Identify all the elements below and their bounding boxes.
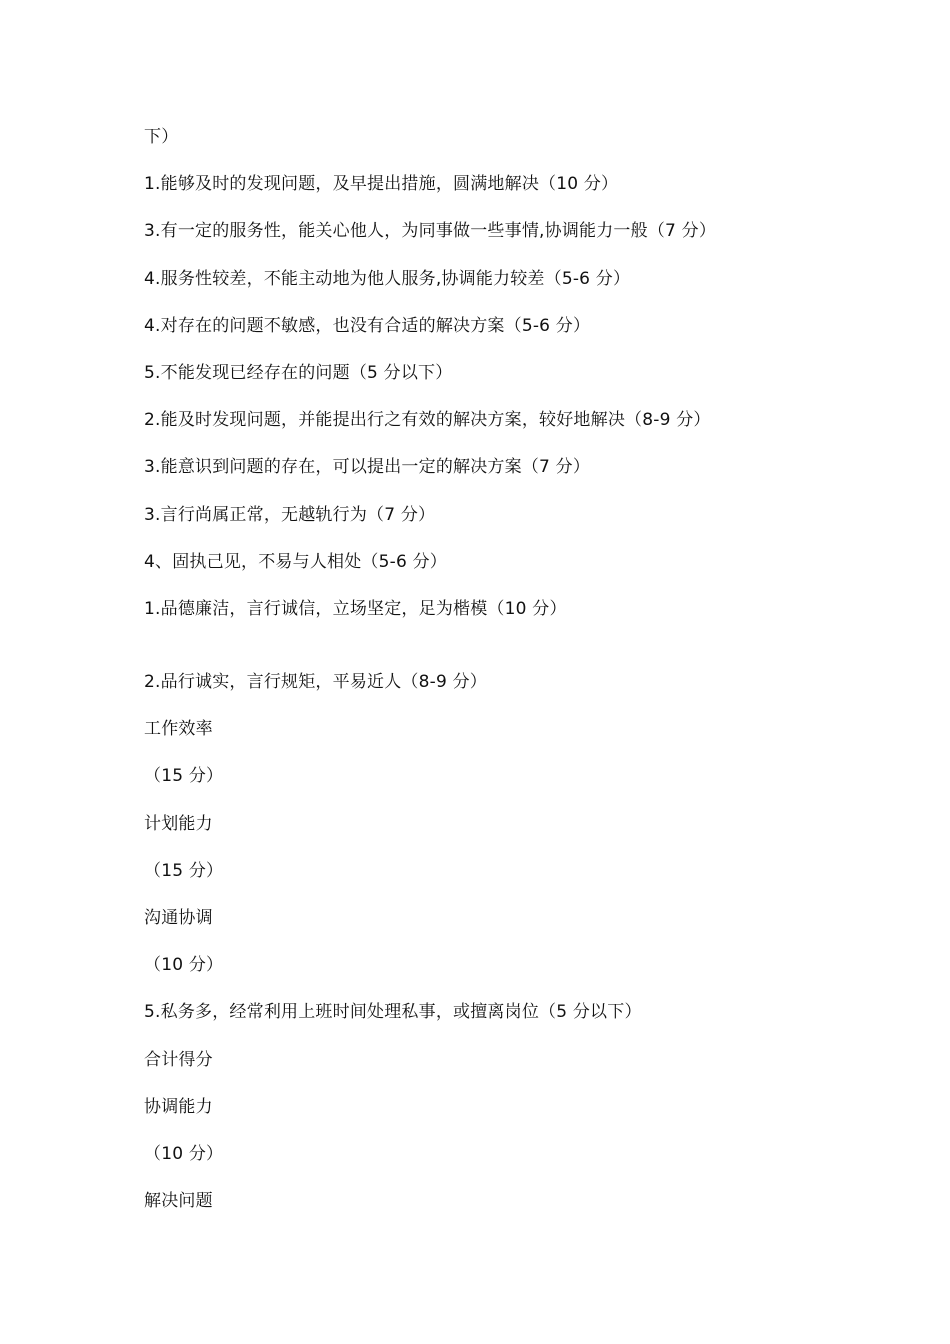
text-line: 沟通协调 bbox=[144, 908, 213, 928]
text-line: 合计得分 bbox=[144, 1050, 213, 1070]
text-line: 4.服务性较差，不能主动地为他人服务,协调能力较差（5-6 分） bbox=[144, 269, 631, 289]
text-line: （15 分） bbox=[144, 861, 224, 881]
text-line: 2.能及时发现问题，并能提出行之有效的解决方案，较好地解决（8-9 分） bbox=[144, 410, 711, 430]
text-line: 4、固执己见，不易与人相处（5-6 分） bbox=[144, 552, 447, 572]
text-line: 2.品行诚实，言行规矩，平易近人（8-9 分） bbox=[144, 672, 487, 692]
text-line: 协调能力 bbox=[144, 1097, 213, 1117]
text-line: 下） bbox=[144, 127, 179, 147]
text-line: 3.有一定的服务性，能关心他人，为同事做一些事情,协调能力一般（7 分） bbox=[144, 221, 717, 241]
text-line: 1.品德廉洁，言行诚信，立场坚定，足为楷模（10 分） bbox=[144, 599, 567, 619]
text-line: 4.对存在的问题不敏感，也没有合适的解决方案（5-6 分） bbox=[144, 316, 591, 336]
text-line: 解决问题 bbox=[144, 1191, 213, 1211]
text-line: 5.不能发现已经存在的问题（5 分以下） bbox=[144, 363, 453, 383]
text-line: （10 分） bbox=[144, 955, 224, 975]
text-line: 工作效率 bbox=[144, 719, 213, 739]
text-line: 3.言行尚属正常，无越轨行为（7 分） bbox=[144, 505, 436, 525]
text-line: 5.私务多，经常利用上班时间处理私事，或擅离岗位（5 分以下） bbox=[144, 1002, 642, 1022]
text-line: （10 分） bbox=[144, 1144, 224, 1164]
text-line: （15 分） bbox=[144, 766, 224, 786]
text-line: 计划能力 bbox=[144, 814, 213, 834]
text-line: 1.能够及时的发现问题，及早提出措施，圆满地解决（10 分） bbox=[144, 174, 619, 194]
text-line: 3.能意识到问题的存在，可以提出一定的解决方案（7 分） bbox=[144, 457, 591, 477]
